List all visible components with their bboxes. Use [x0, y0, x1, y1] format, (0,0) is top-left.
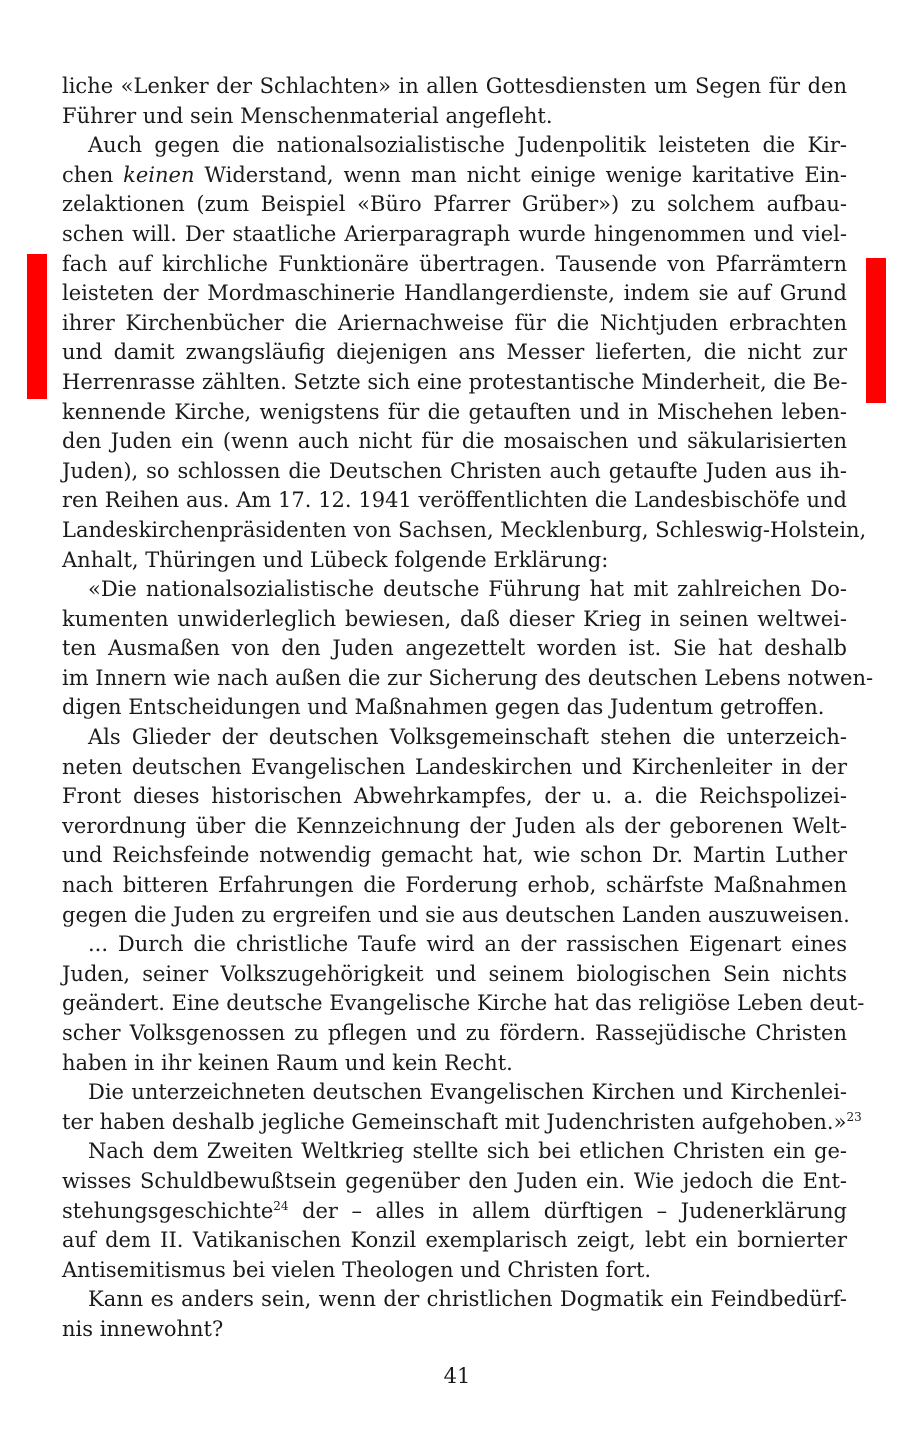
text-line: «Die nationalsozialistische deutsche Führung hat mit zahlreichen Do- [88, 577, 847, 602]
text-line: den Juden ein (wenn auch nicht für die mosaischen und säkularisierten [62, 429, 847, 454]
text-line: kumenten unwiderleglich bewiesen, daß dieser Krieg in seinen weltwei- [62, 606, 847, 631]
text-line: liche «Lenker der Schlachten» in allen Gottesdiensten um Segen für den [62, 74, 847, 98]
text-line: nach bitteren Erfahrungen die Forderung erhob, schärfste Maßnahmen [62, 873, 847, 898]
text-line: im Innern wie nach außen die zur Sicherung des deutschen Lebens notwen- [62, 665, 874, 690]
text-line: Auch gegen die nationalsozialistische Judenpolitik leisteten die Kir- [88, 133, 847, 158]
text-line: und damit zwangsläufig diejenigen ans Messer lieferten, die nicht zur [62, 340, 847, 365]
text-line: Anhalt, Thüringen und Lübeck folgende Erklärung: [62, 547, 609, 572]
inline-text: ter haben deshalb jegliche Gemeinschaft mit Judenchristen aufgehoben.» [62, 1109, 847, 1134]
page-number: 41 [443, 1364, 471, 1388]
text-line [62, 161, 847, 191]
text-line: ten Ausmaßen von den Juden angezettelt worden ist. Sie hat deshalb [62, 636, 847, 661]
text-line: Front dieses historischen Abwehrkampfes, der u. a. die Reichspolizei- [62, 784, 847, 809]
text-line: verordnung über die Kennzeichnung der Juden als der geborenen Welt- [62, 813, 847, 838]
text-line: Nach dem Zweiten Weltkrieg stellte sich bei etlichen Christen ein ge- [88, 1139, 847, 1164]
text-line: kennende Kirche, wenigstens für die getauften und in Mischehen leben- [62, 399, 847, 424]
text-line: fach auf kirchliche Funktionäre übertragen. Tausende von Pfarrämtern [62, 251, 847, 276]
text-line: Juden), so schlossen die Deutschen Christen auch getaufte Juden aus ih- [62, 458, 847, 483]
text-line: Antisemitismus bei vielen Theologen und Christen fort. [62, 1257, 652, 1282]
footnote-marker: 23 [846, 1109, 862, 1124]
text-line [62, 1197, 847, 1227]
inline-word: stehungsgeschichte [62, 1198, 274, 1223]
text-line: und Reichsfeinde notwendig gemacht hat, wie schon Dr. Martin Luther [62, 843, 847, 868]
inline-text: der – alles in allem dürftigen – Judenerklärung [302, 1198, 847, 1223]
text-line: zelaktionen (zum Beispiel «Büro Pfarrer Grüber») zu solchem aufbau- [62, 192, 847, 217]
text-line: Führer und sein Menschenmaterial angefleht. [62, 103, 553, 128]
text-line [62, 1108, 862, 1138]
text-line: schen will. Der staatliche Arierparagraph wurde hingenommen und viel- [62, 221, 847, 246]
text-line: Juden, seiner Volkszugehörigkeit und seinem biologischen Sein nichts [62, 961, 847, 986]
inline-text: Widerstand, wenn man nicht einige wenige karitative Ein- [204, 162, 847, 187]
text-line: digen Entscheidungen und Maßnahmen gegen das Judentum getroffen. [62, 695, 825, 720]
text-line: Herrenrasse zählten. Setzte sich eine protestantische Minderheit, die Be- [62, 369, 848, 394]
text-line: Die unterzeichneten deutschen Evangelischen Kirchen und Kirchenlei- [88, 1080, 847, 1105]
text-body [62, 72, 874, 1345]
emphasis-word: keinen [123, 162, 195, 187]
text-line: haben in ihr keinen Raum und kein Recht. [62, 1050, 513, 1075]
text-line: Als Glieder der deutschen Volksgemeinschaft stehen die unterzeich- [88, 725, 847, 750]
text-line: auf dem II. Vatikanischen Konzil exemplarisch zeigt, lebt ein bornierter [62, 1228, 847, 1253]
text-line: neten deutschen Evangelischen Landeskirchen und Kirchenleiter in der [62, 754, 847, 779]
text-line: ren Reihen aus. Am 17. 12. 1941 veröffentlichten die Landesbischöfe und [62, 488, 847, 513]
text-line: leisteten der Mordmaschinerie Handlangerdienste, indem sie auf Grund [62, 281, 847, 306]
text-line: nis innewohnt? [62, 1316, 224, 1341]
text-line: ... Durch die christliche Taufe wird an der rassischen Eigenart eines [88, 932, 847, 957]
text-line: Kann es anders sein, wenn der christlichen Dogmatik ein Feindbedürf- [88, 1287, 847, 1312]
text-line: gegen die Juden zu ergreifen und sie aus deutschen Landen auszuweisen. [62, 902, 850, 927]
inline-word: chen [62, 162, 114, 187]
text-line: wisses Schuldbewußtsein gegenüber den Juden ein. Wie jedoch die Ent- [62, 1168, 847, 1193]
footnote-marker: 24 [273, 1198, 289, 1213]
text-line: scher Volksgenossen zu pflegen und zu fördern. Rassejüdische Christen [62, 1021, 847, 1045]
red-margin-marker-left [27, 254, 47, 399]
text-line: Landeskirchenpräsidenten von Sachsen, Mecklenburg, Schleswig-Holstein, [62, 517, 867, 542]
red-margin-marker-right [866, 258, 886, 403]
text-line: geändert. Eine deutsche Evangelische Kirche hat das religiöse Leben deut- [62, 991, 865, 1016]
text-line: ihrer Kirchenbücher die Ariernachweise für die Nichtjuden erbrachten [62, 310, 847, 335]
